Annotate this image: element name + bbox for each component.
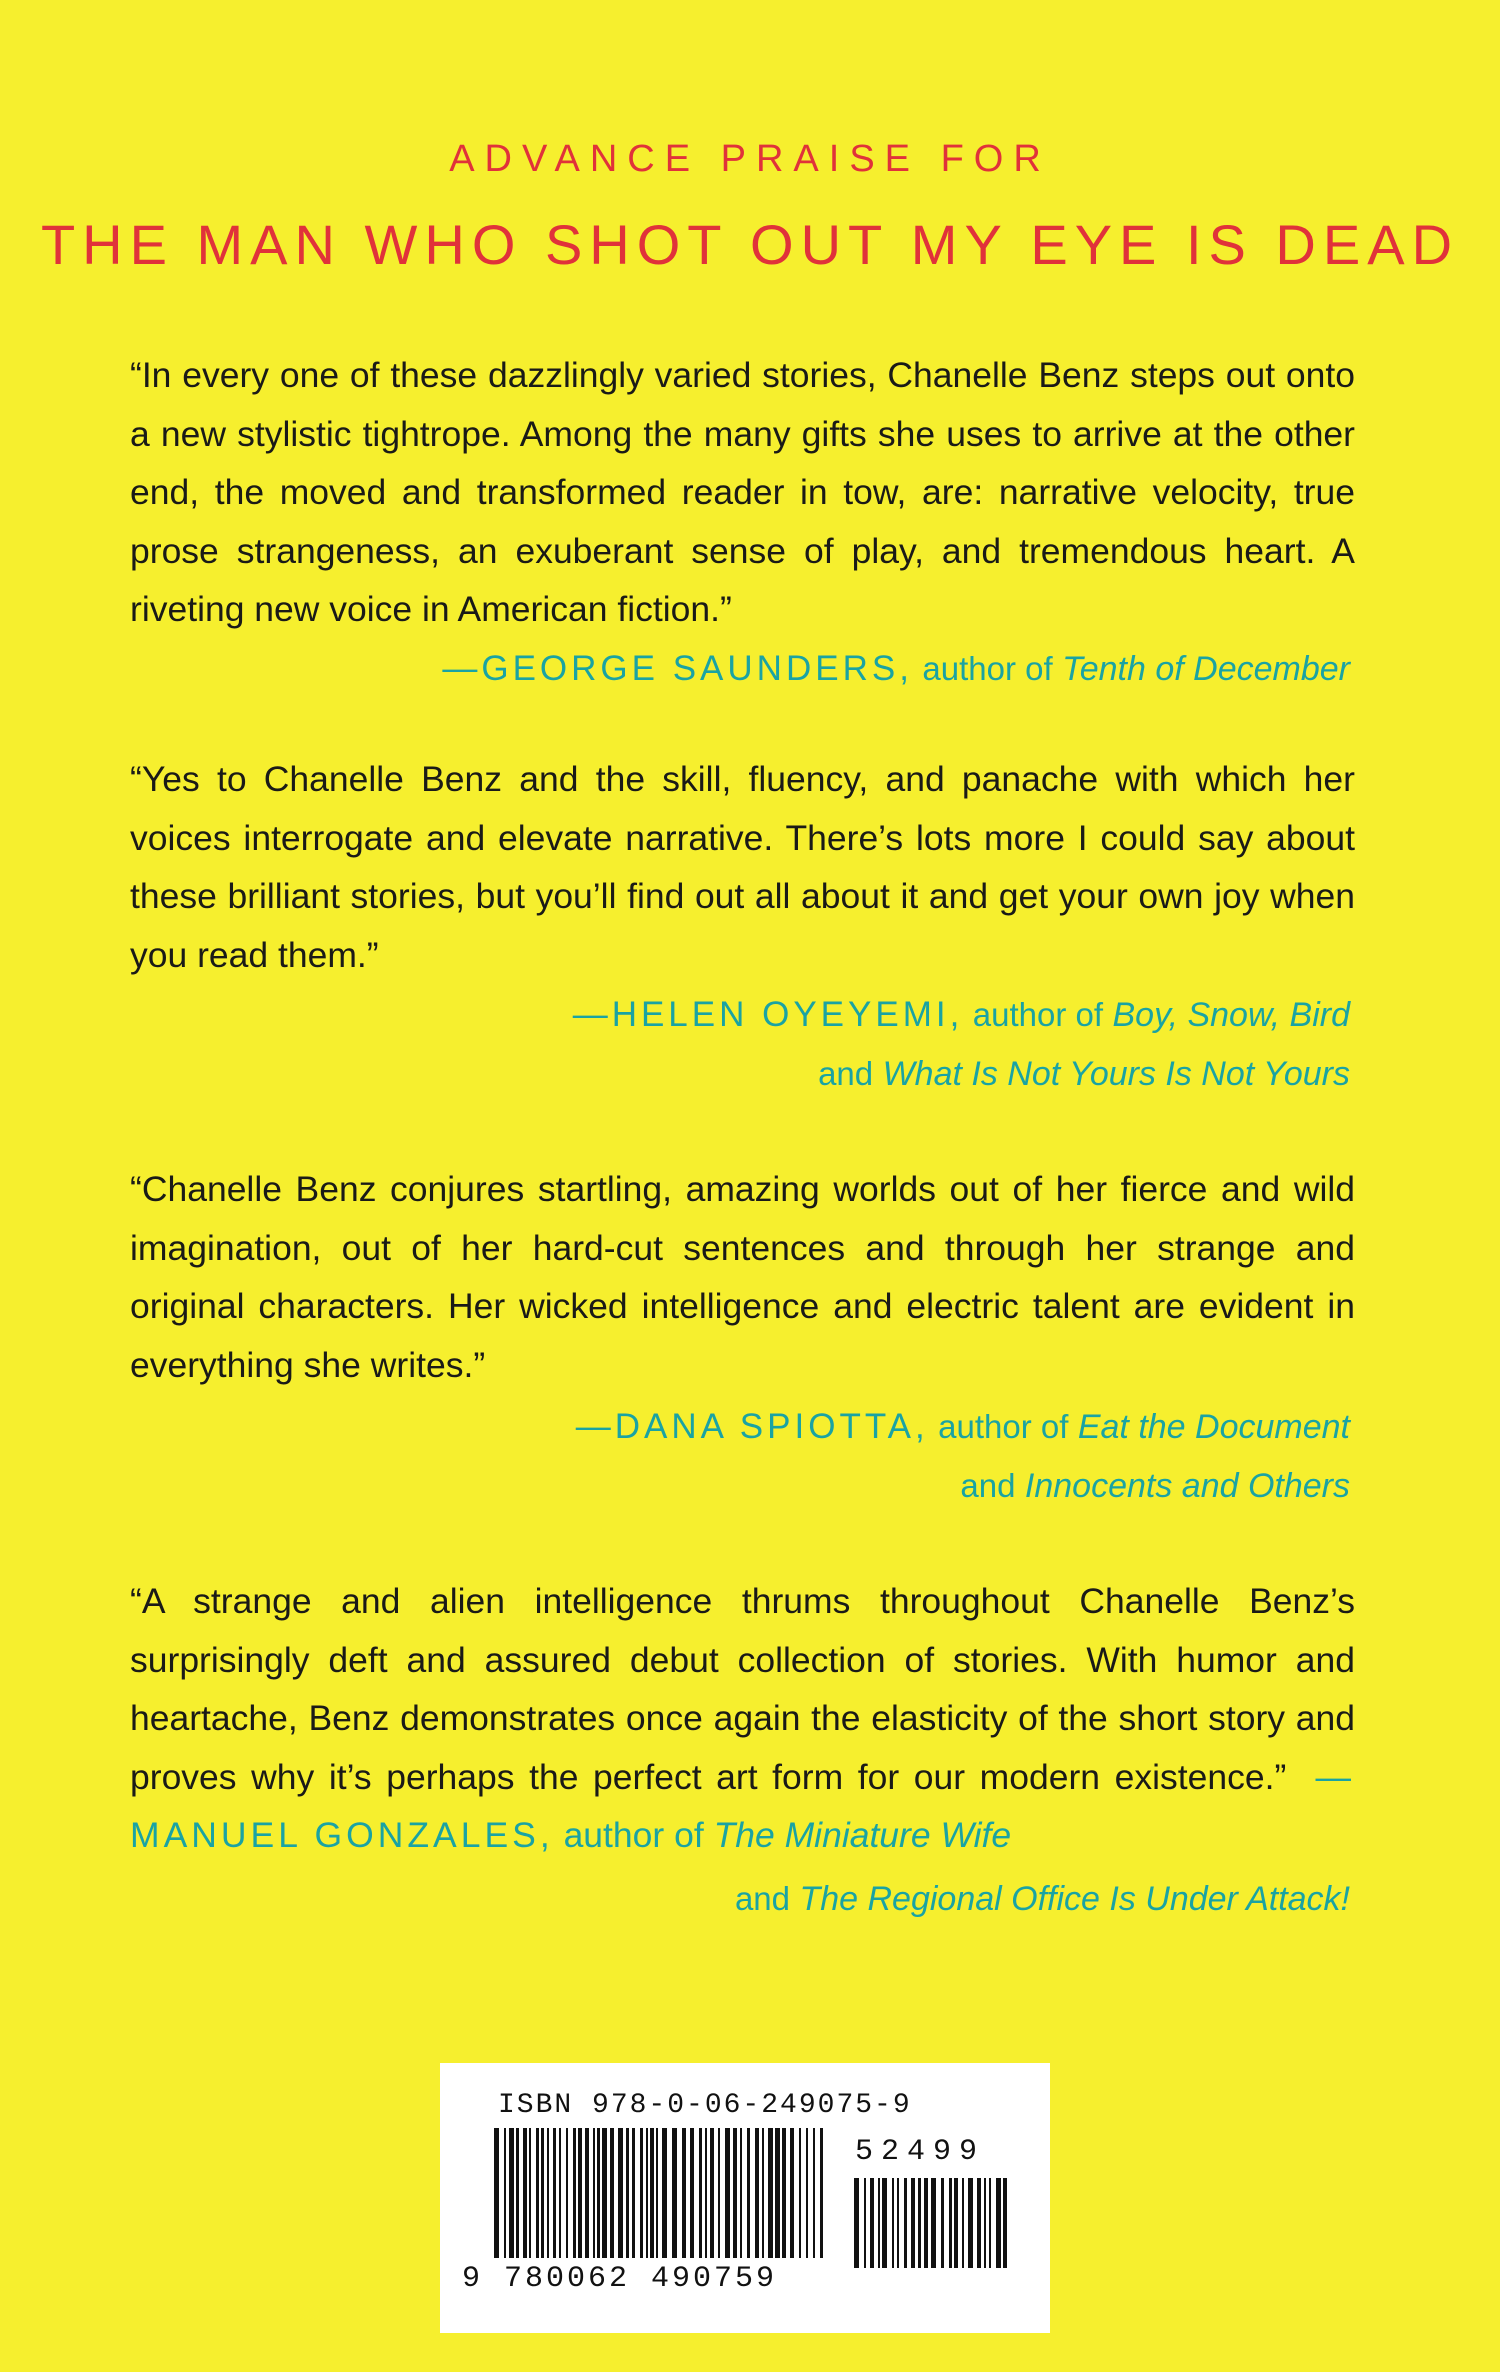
- barcode-bar: [968, 2178, 973, 2268]
- barcode-bar: [918, 2178, 921, 2268]
- barcode-bar: [529, 2128, 531, 2258]
- barcode-bar: [573, 2128, 576, 2258]
- barcode-bar: [790, 2128, 794, 2258]
- barcode-bar: [725, 2128, 730, 2258]
- blurb-author-name: —DANA SPIOTTA,: [575, 1407, 929, 1446]
- barcode-bar: [710, 2128, 714, 2258]
- barcode-bar: [996, 2178, 1001, 2268]
- barcode-bar: [650, 2128, 654, 2258]
- barcode-bar: [509, 2128, 514, 2258]
- barcode-bar: [882, 2178, 887, 2268]
- barcode-bar: [984, 2178, 986, 2268]
- blurb-author-name: —HELEN OYEYEMI,: [572, 995, 964, 1034]
- blurb-book-title: What Is Not Yours Is Not Yours: [882, 1054, 1350, 1093]
- barcode-bar: [547, 2128, 549, 2258]
- blurb-author-of: author of: [563, 1815, 704, 1855]
- blurb-author-of: author of: [922, 650, 1053, 687]
- barcode-bar: [504, 2128, 506, 2258]
- barcode-bar: [954, 2178, 958, 2268]
- barcode-bar: [597, 2128, 600, 2258]
- barcode-bar: [864, 2178, 866, 2268]
- barcode-bar: [656, 2128, 658, 2258]
- barcode-bar: [977, 2178, 981, 2268]
- blurb-book-title: Tenth of December: [1062, 650, 1350, 688]
- barcode-bar: [924, 2178, 928, 2268]
- price-code: 52499: [855, 2135, 986, 2169]
- barcode-bar: [897, 2178, 899, 2268]
- barcode-bar: [813, 2128, 815, 2258]
- barcode-bar: [806, 2128, 808, 2258]
- barcode-bar: [516, 2128, 519, 2258]
- barcode-bar: [610, 2128, 614, 2258]
- book-title: THE MAN WHO SHOT OUT MY EYE IS DEAD: [40, 213, 1460, 276]
- barcode-bar: [718, 2128, 720, 2258]
- barcode-bar: [553, 2128, 556, 2258]
- barcode-bar: [559, 2128, 561, 2258]
- barcode-bar: [949, 2178, 952, 2268]
- barcode-bar: [640, 2128, 643, 2258]
- barcode-bar: [762, 2128, 764, 2258]
- barcode-bar: [733, 2128, 737, 2258]
- barcode-bar: [854, 2178, 859, 2268]
- barcode-bar: [941, 2178, 944, 2268]
- barcode-bar: [578, 2128, 582, 2258]
- blurb-author-name: —MANUEL GONZALES,: [130, 1756, 1355, 1855]
- barcode-bar: [962, 2178, 964, 2268]
- barcode-bar: [682, 2128, 686, 2258]
- barcode-bar: [755, 2128, 759, 2258]
- barcode-bar: [775, 2128, 780, 2258]
- barcode-bar: [740, 2128, 742, 2258]
- barcode-bar: [799, 2128, 801, 2258]
- barcode-bar: [602, 2128, 607, 2258]
- barcode-bar: [1003, 2178, 1007, 2268]
- price-barcode: [852, 2178, 1012, 2278]
- blurb-quote-1: “In every one of these dazzlingly varied stories, Chanelle Benz steps out onto a new stylistic tightrope. Among the many gifts she uses to arrive at the other end, the moved and transformed reader in tow, are: narrative velocity, true prose strangeness, an exuberant sense of play, and tremendous heart. A riveting new voice in American fiction.”: [130, 355, 1355, 629]
- blurb-author-of: author of: [972, 996, 1104, 1033]
- barcode-bar: [494, 2128, 499, 2258]
- barcode-bar: [699, 2128, 702, 2258]
- blurb-book-title: The Miniature Wife: [713, 1815, 1012, 1855]
- barcode-bar: [541, 2128, 544, 2258]
- barcode-bar: [672, 2128, 677, 2258]
- blurb-and: and: [818, 1054, 874, 1092]
- blurb-attribution-4-continued: [130, 1870, 1350, 1929]
- praise-heading: ADVANCE PRAISE FOR: [449, 138, 1051, 180]
- barcode-bar: [820, 2128, 823, 2258]
- barcode-bar: [593, 2128, 595, 2258]
- barcode-bar: [904, 2178, 907, 2268]
- blurb-quote-2: “Yes to Chanelle Benz and the skill, fluency, and panache with which her voices interrogate and elevate narrative. There’s lots more I could say about these brilliant stories, but you’ll find out all about it and get your own joy when you read them.”: [130, 759, 1355, 975]
- barcode-bar: [870, 2178, 874, 2268]
- barcode-bar: [566, 2128, 568, 2258]
- blurb-author-name: —GEORGE SAUNDERS,: [442, 649, 913, 688]
- blurb-author-of: author of: [938, 1408, 1069, 1445]
- ean-digits: 9 780062 490759: [462, 2262, 778, 2296]
- barcode-bar: [646, 2128, 648, 2258]
- blurb-attribution-3: [130, 1398, 1350, 1515]
- barcode-bar: [911, 2178, 915, 2268]
- barcode-bar: [662, 2128, 667, 2258]
- blurb-attribution-2: [130, 986, 1350, 1103]
- barcode-bar: [523, 2128, 527, 2258]
- barcode-bar: [626, 2128, 629, 2258]
- barcode-bar: [690, 2128, 694, 2258]
- barcode-bar: [768, 2128, 773, 2258]
- blurb-quote-3: “Chanelle Benz conjures startling, amazing worlds out of her fierce and wild imagination, out of her hard-cut sentences and through her strange and original characters. Her wicked intelligence and electric talent are evident in everything she writes.”: [130, 1169, 1355, 1385]
- barcode-bar: [931, 2178, 936, 2268]
- blurb-and: and: [734, 1880, 790, 1917]
- blurb-book-title: Innocents and Others: [1024, 1466, 1350, 1505]
- barcode-bar: [585, 2128, 589, 2258]
- blurb-quote-4: [130, 1572, 1355, 1865]
- blurb-book-title: Boy, Snow, Bird: [1112, 996, 1350, 1034]
- barcode-bar: [892, 2178, 894, 2268]
- barcode-bar: [705, 2128, 707, 2258]
- barcode-bar: [878, 2178, 880, 2268]
- barcode-bar: [536, 2128, 539, 2258]
- blurb-and: and: [960, 1466, 1016, 1504]
- blurb-book-title: Eat the Document: [1077, 1408, 1350, 1446]
- barcode-bar: [632, 2128, 635, 2258]
- ean-barcode: [492, 2128, 832, 2268]
- barcode-bar: [989, 2178, 991, 2268]
- blurb-attribution-1: [130, 640, 1350, 699]
- barcode-bar: [618, 2128, 623, 2258]
- blurb-quote-text: “A strange and alien intelligence thrums throughout Chanelle Benz’s surprisingly deft and assured debut collection of stories. With humor and heartache, Benz demonstrates once again the elasticity of the short story and proves why it’s perhaps the perfect art form for our modern existence.”: [130, 1581, 1355, 1797]
- blurb-book-title: The Regional Office Is Under Attack!: [799, 1880, 1350, 1918]
- barcode-bar: [747, 2128, 750, 2258]
- barcode-bar: [782, 2128, 786, 2258]
- isbn-number: ISBN 978-0-06-249075-9: [498, 2090, 912, 2121]
